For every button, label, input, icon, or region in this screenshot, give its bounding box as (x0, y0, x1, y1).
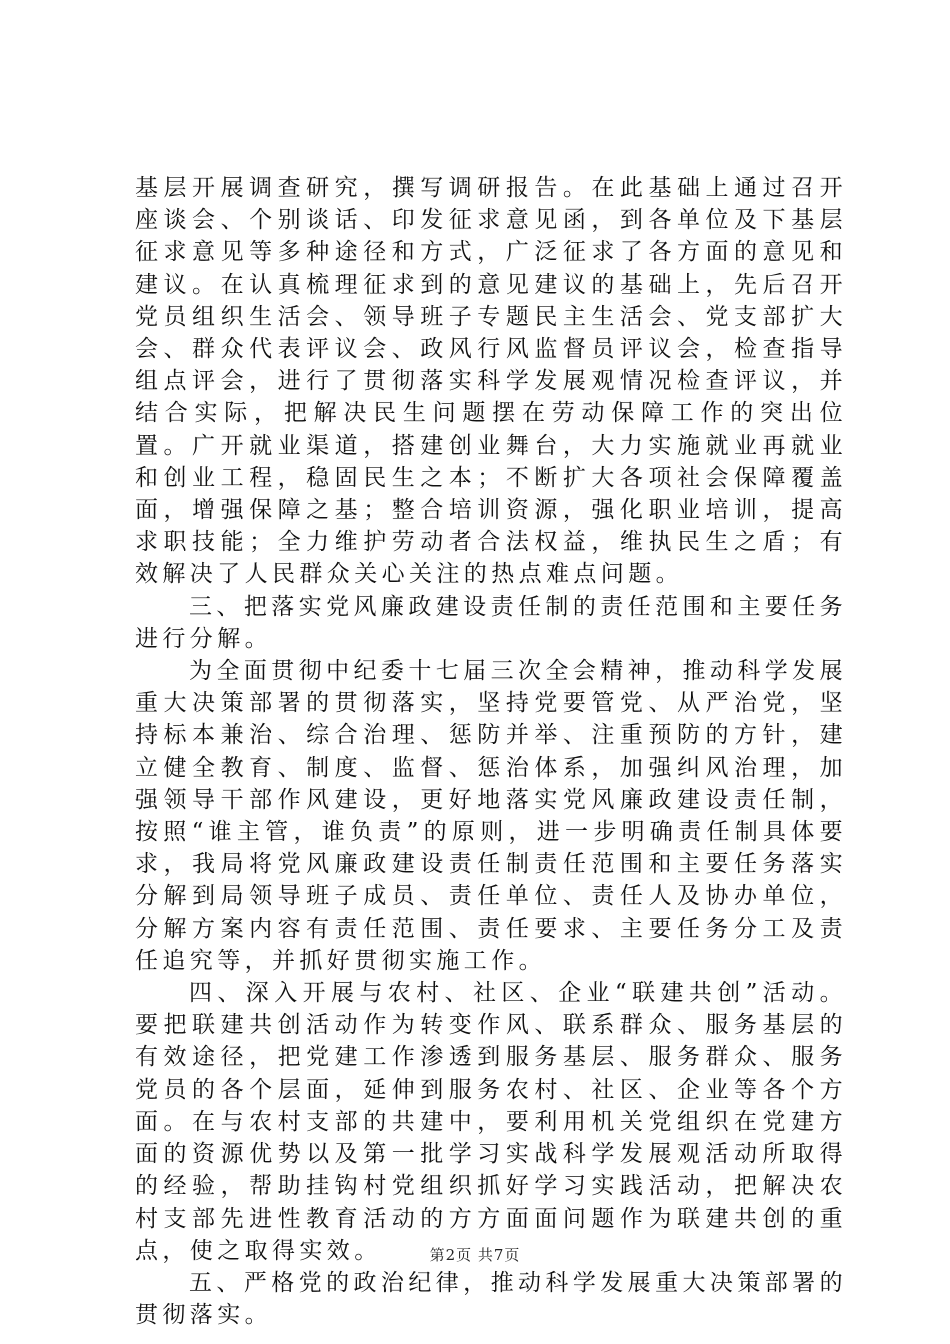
paragraph-responsibility: 为全面贯彻中纪委十七届三次全会精神，推动科学发展重大决策部署的贯彻落实，坚持党要管党、从严治党，坚持标本兼治、综合治理、惩防并举、注重预防的方针，建立健全教育、制度、监督、惩治体系，加强纠风治理，加强领导干部作风建设，更好地落实党风廉政建设责任制，按照“谁主管，谁负责”的原则，进一步明确责任制具体要求，我局将党风廉政建设责任制责任范围和主要任务落实分解到局领导班子成员、责任单位、责任人及协办单位，分解方案内容有责任范围、责任要求、主要任务分工及责任追究等，并抓好贯彻实施工作。 (135, 658, 847, 974)
section-heading-four: 四、深入开展与农村、社区、企业“联建共创”活动。要把联建共创活动作为转变作风、联系群众、服务基层的有效途径，把党建工作渗透到服务基层、服务群众、服务党员的各个层面，延伸到服务农村、社区、企业等各个方面。在与农村支部的共建中，要利用机关党组织在党建方面的资源优势以及第一批学习实战科学发展观活动所取得的经验，帮助挂钩村党组织抓好学习实践活动，把解决农村支部先进性教育活动的方方面面问题作为联建共创的重点，使之取得实效。 (135, 980, 847, 1264)
section-heading-five: 五、严格党的政治纪律，推动科学发展重大决策部署的贯彻落实。 (135, 1269, 847, 1329)
page-number-footer: 第2页 共7页 (429, 1246, 521, 1264)
document-body (135, 172, 847, 1331)
paragraph-continuation: 基层开展调查研究，撰写调研报告。在此基础上通过召开座谈会、个别谈话、印发征求意见函，到各单位及下基层征求意见等多种途径和方式，广泛征求了各方面的意见和建议。在认真梳理征求到的意见建议的基础上，先后召开党员组织生活会、领导班子专题民主生活会、党支部扩大会、群众代表评议会、政风行风监督员评议会，检查指导组点评会，进行了贯彻落实科学发展观情况检查评议，并结合实际，把解决民生问题摆在劳动保障工作的突出位置。广开就业渠道，搭建创业舞台，大力实施就业再就业和创业工程，稳固民生之本；不断扩大各项社会保障覆盖面，增强保障之基；整合培训资源，强化职业培训，提高求职技能；全力维护劳动者合法权益，维执民生之盾；有效解决了人民群众关心关注的热点难点问题。 (135, 175, 847, 588)
section-heading-three: 三、把落实党风廉政建设责任制的责任范围和主要任务进行分解。 (135, 593, 847, 652)
